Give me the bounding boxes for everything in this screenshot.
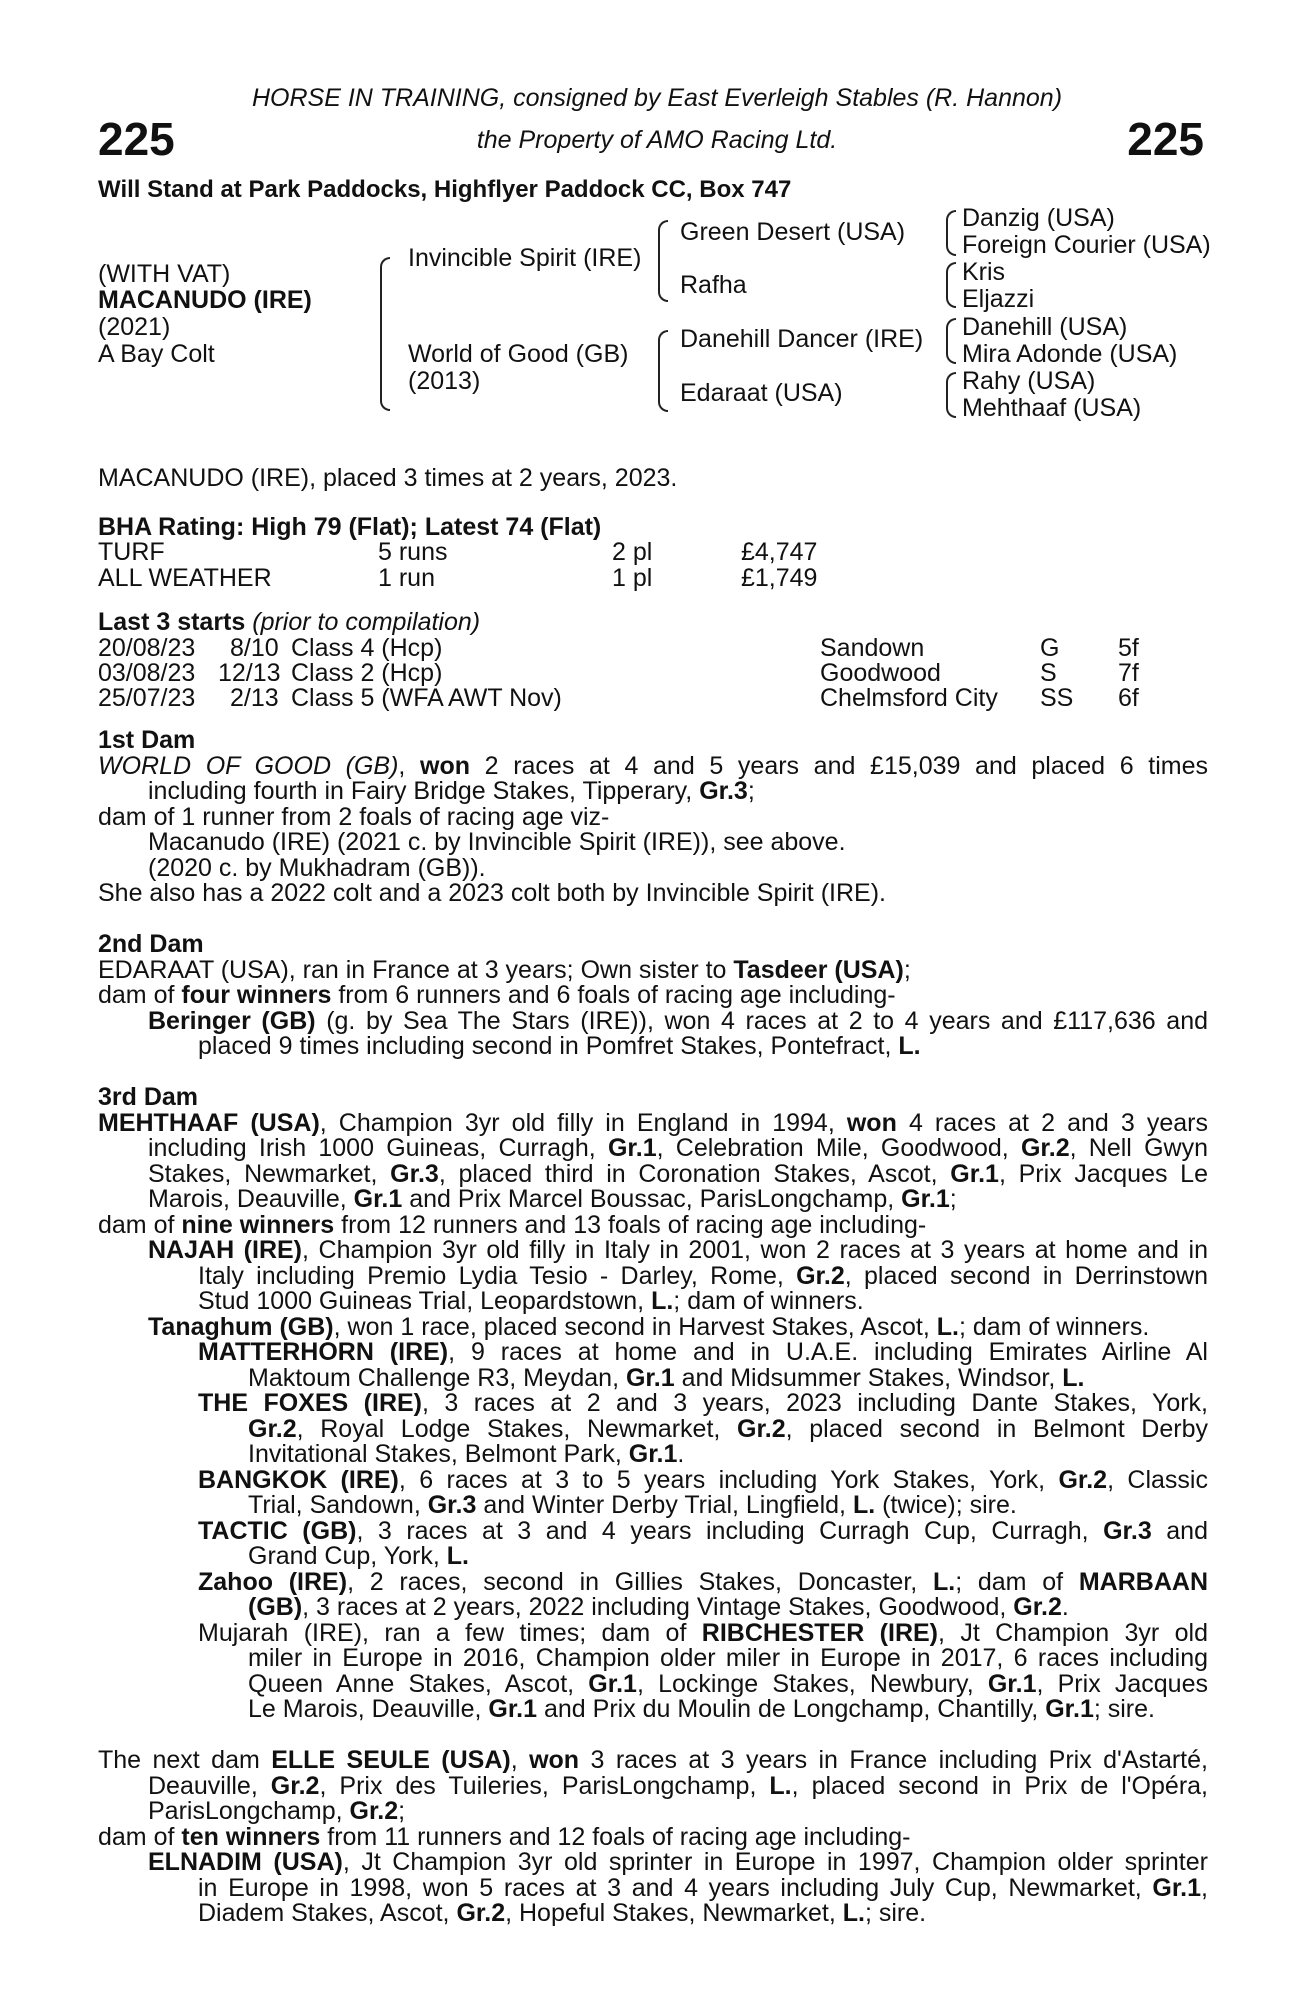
text: (g. by Sea The Stars (IRE)), won 4 races at 2 to 4 years and £117,636 and: [315, 1006, 1209, 1035]
text: , Prix Jacques: [1036, 1669, 1208, 1698]
grade: Gr.2: [248, 1414, 297, 1443]
text: , Celebration Mile, Goodwood,: [656, 1134, 1021, 1162]
stand-location: Will Stand at Park Paddocks, Highflyer Paddock CC, Box 747: [98, 176, 792, 203]
won-word: won: [529, 1746, 580, 1774]
pedigree-ss: Green Desert (USA): [680, 218, 906, 246]
start-going: S: [1040, 659, 1057, 687]
third-dam-section: [98, 1085, 1208, 1723]
text: , 3 races at 2 and 3 years, 2023 including Dante Stakes, York,: [422, 1389, 1208, 1417]
dam-line: [98, 1748, 1208, 1774]
horse-name: Beringer (GB): [148, 1006, 316, 1035]
text: , Royal Lodge Stakes, Newmarket,: [296, 1414, 738, 1443]
text: , 6 races at 3 to 5 years including York Stakes, York,: [398, 1465, 1059, 1494]
dam-line: [98, 1799, 1208, 1825]
text: , Champion 3yr old filly in England in 1994,: [319, 1108, 847, 1137]
text: , Hopeful Stakes, Newmarket,: [505, 1899, 843, 1927]
text: The next dam: [98, 1746, 272, 1774]
start-going: G: [1040, 634, 1060, 662]
horse-name: TACTIC (GB): [198, 1516, 357, 1545]
pedigree-ssd: Foreign Courier (USA): [962, 231, 1211, 259]
text: Italy including Premio Lydia Tesio - Darley, Rome,: [198, 1261, 797, 1290]
text: and Prix du Moulin de Longchamp, Chantilly,: [537, 1695, 1046, 1723]
pedigree-sds: Kris: [962, 258, 1006, 286]
placed: 2 pl: [612, 538, 653, 566]
start-date: 25/07/23: [98, 684, 196, 712]
grade: L.: [898, 1032, 921, 1060]
dam-line: [98, 1822, 1208, 1851]
grade: L.: [1062, 1363, 1085, 1392]
grade: Gr.1: [625, 1363, 675, 1392]
pedigree-dam-year: (2013): [408, 367, 481, 395]
pedigree-sdd: Eljazzi: [962, 285, 1035, 313]
text: ; dam of: [955, 1567, 1079, 1596]
dam-line: miler in Europe in 2016, Champion older miler in Europe in 2017, 6 races including: [248, 1644, 1208, 1672]
text: ; sire.: [1093, 1695, 1155, 1723]
text: ParisLongchamp,: [148, 1797, 350, 1825]
grade: Gr.3: [427, 1491, 477, 1519]
text: ;: [398, 1797, 406, 1825]
dam-line: [98, 1850, 1208, 1876]
text: ; sire.: [864, 1899, 927, 1927]
text: , won 1 race, placed second in Harvest Stakes, Ascot,: [333, 1312, 937, 1341]
text: from 11 runners and 12 foals of racing age including-: [320, 1822, 911, 1851]
pedigree-dds: Rahy (USA): [962, 367, 1096, 395]
text: .: [677, 1440, 685, 1468]
text: , Champion 3yr old filly in Italy in 2001, won 2 races at 3 years at home and in: [302, 1236, 1208, 1264]
text: , 3 races at 2 years, 2022 including Vintage Stakes, Goodwood,: [302, 1593, 1014, 1621]
start-date: 20/08/23: [98, 634, 196, 662]
race-summary: MACANUDO (IRE), placed 3 times at 2 years, 2023.: [98, 464, 678, 492]
section-title: 2nd Dam: [98, 930, 204, 958]
pedigree-brace-dam: [658, 330, 668, 412]
surface: TURF: [98, 538, 165, 566]
pedigree-brace-ss: [946, 210, 956, 256]
pedigree-brace-main: [380, 257, 390, 411]
dam-name: WORLD OF GOOD (GB): [98, 751, 399, 780]
lot-number-right: 225: [1127, 113, 1204, 165]
start-race: Class 4 (Hcp): [291, 634, 443, 662]
grade: Gr.1: [588, 1669, 637, 1698]
text: and: [1151, 1516, 1208, 1545]
start-pos: 8/10: [230, 634, 279, 662]
text: EDARAAT (USA), ran in France at 3 years; Own sister to: [98, 955, 734, 984]
dam-line: [98, 1136, 1208, 1162]
horse-name: RIBCHESTER (IRE): [701, 1618, 939, 1647]
text: , Prix Jacques Le: [998, 1159, 1208, 1188]
start-course: Goodwood: [820, 659, 941, 687]
text: Le Marois, Deauville,: [248, 1695, 489, 1723]
grade: Gr.3: [390, 1159, 439, 1188]
pedigree-dsd: Mira Adonde (USA): [962, 340, 1178, 368]
text: Diadem Stakes, Ascot,: [198, 1899, 457, 1927]
text: Stud 1000 Guineas Trial, Leopardstown,: [198, 1287, 652, 1315]
text: and Midsummer Stakes, Windsor,: [674, 1363, 1063, 1392]
pedigree-brace-ds: [946, 318, 956, 364]
text: , Lockinge Stakes, Newbury,: [636, 1669, 988, 1698]
rating-title: BHA Rating: High 79 (Flat); Latest 74 (Flat): [98, 513, 602, 541]
start-pos: 12/13: [218, 659, 281, 687]
vat-note: (WITH VAT): [98, 260, 231, 288]
horse-name: MEHTHAAF (USA): [98, 1108, 320, 1137]
text: , placed third in Coronation Stakes, Ascot,: [438, 1159, 951, 1188]
second-dam-section: [98, 932, 1208, 1060]
winners-count: ten winners: [181, 1822, 321, 1851]
dam-line: She also has a 2022 colt and a 2023 colt both by Invincible Spirit (IRE).: [98, 879, 886, 907]
grade: Gr.2: [737, 1414, 786, 1443]
text: , Jt Champion 3yr old sprinter in Europe in 1997, Champion older sprinter: [342, 1848, 1208, 1876]
grade: Gr.1: [628, 1440, 678, 1468]
pedigree-sss: Danzig (USA): [962, 204, 1115, 232]
dam-line: [98, 1901, 1208, 1927]
winners-count: four winners: [181, 981, 332, 1009]
pedigree-ddd: Mehthaaf (USA): [962, 394, 1142, 422]
dam-line: Macanudo (IRE) (2021 c. by Invincible Spirit (IRE)), see above.: [148, 828, 846, 856]
horse-name: NAJAH (IRE): [148, 1236, 303, 1264]
dam-line: [98, 1442, 1208, 1468]
text: dam of: [98, 1210, 182, 1239]
horse-name: MARBAAN: [1078, 1567, 1209, 1596]
text: 2 races at 4 and 5 years and £15,039 and placed 6 times: [470, 751, 1208, 780]
won-word: won: [846, 1108, 897, 1137]
text: dam of: [98, 981, 182, 1009]
surface: ALL WEATHER: [98, 564, 272, 592]
header-consignor: HORSE IN TRAINING, consigned by East Everleigh Stables (R. Hannon): [251, 84, 1063, 112]
placed: 1 pl: [612, 564, 653, 592]
lot-number-left: 225: [98, 113, 175, 165]
grade: L.: [769, 1771, 792, 1800]
horse-name: THE FOXES (IRE): [198, 1389, 422, 1417]
section-title: 1st Dam: [98, 726, 196, 754]
dam-line: [98, 1465, 1208, 1494]
starts-heading: [98, 610, 480, 635]
text: , Prix des Tuileries, ParisLongchamp,: [319, 1771, 770, 1800]
dam-line: [98, 1006, 1209, 1035]
text: ,: [1201, 1873, 1208, 1902]
grade: Gr.1: [1152, 1873, 1202, 1902]
dam-line: [98, 1493, 1208, 1519]
text: .: [1061, 1593, 1069, 1621]
dam-line: [98, 1771, 1208, 1800]
starts-title: Last 3 starts: [98, 608, 246, 636]
pedigree-sire: Invincible Spirit (IRE): [408, 244, 642, 272]
grade: Gr.2: [1013, 1593, 1062, 1621]
dam-line: [98, 1669, 1208, 1698]
dam-line: [98, 1034, 1208, 1060]
grade: L.: [651, 1287, 674, 1315]
horse-name: Zahoo (IRE): [198, 1567, 348, 1596]
dam-line: [98, 1159, 1208, 1188]
pedigree-brace-dd: [946, 372, 956, 418]
pedigree-brace-sire: [658, 220, 668, 302]
text: 4 races at 2 and 3 years: [896, 1108, 1208, 1137]
text: 3 races at 3 years in France including Prix d'Astarté,: [579, 1746, 1208, 1774]
dam-line: [98, 1697, 1208, 1723]
grade: L.: [932, 1567, 956, 1596]
start-dist: 7f: [1118, 659, 1139, 687]
prize: £1,749: [741, 564, 818, 592]
runs: 5 runs: [378, 538, 448, 566]
dam-line: [98, 1289, 1208, 1315]
section-title: 3rd Dam: [98, 1083, 199, 1111]
grade: Gr.2: [270, 1771, 320, 1800]
dam-line: [98, 1210, 1208, 1239]
text: Trial, Sandown,: [248, 1491, 428, 1519]
text: (twice); sire.: [875, 1491, 1017, 1519]
text: , placed second in Derrinstown: [844, 1261, 1208, 1290]
first-dam-section: [98, 728, 1208, 907]
dam-line: [98, 1340, 1208, 1366]
dam-line: [98, 1618, 1208, 1647]
dam-line: [98, 1544, 1208, 1570]
pedigree-dss: Danehill (USA): [962, 313, 1128, 341]
dam-line: [98, 1873, 1208, 1902]
dam-line: [98, 1363, 1208, 1392]
grade: Gr.1: [488, 1695, 538, 1723]
grade: Gr.2: [1058, 1465, 1108, 1494]
text: Marois, Deauville,: [148, 1185, 354, 1213]
dam-line: [98, 1261, 1208, 1290]
grade: Gr.1: [353, 1185, 403, 1213]
horse-name: ELLE SEULE (USA): [271, 1746, 511, 1774]
starts-note: (prior to compilation): [252, 608, 481, 636]
start-course: Sandown: [820, 634, 925, 662]
winners-count: nine winners: [181, 1210, 335, 1239]
text: Deauville,: [148, 1771, 271, 1800]
won-word: won: [420, 751, 471, 780]
pedigree-brace-sd: [946, 262, 956, 308]
grade: Gr.3: [1103, 1516, 1152, 1545]
start-course: Chelmsford City: [820, 684, 998, 712]
pedigree-dd: Edaraat (USA): [680, 379, 843, 407]
start-pos: 2/13: [230, 684, 279, 712]
dam-line: (2020 c. by Mukhadram (GB)).: [148, 853, 486, 882]
pedigree-dam: World of Good (GB): [408, 340, 629, 368]
horse-name: MATTERHORN (IRE): [198, 1338, 449, 1366]
horse-name: ELNADIM (USA): [148, 1848, 343, 1876]
pedigree-sd: Rafha: [680, 271, 747, 299]
horse-name: MACANUDO (IRE): [98, 286, 312, 314]
grade: Gr.1: [607, 1134, 657, 1162]
start-going: SS: [1040, 684, 1074, 712]
dam-line: [98, 955, 1208, 984]
text: Mujarah (IRE), ran a few times; dam of: [198, 1618, 702, 1647]
text: , Classic: [1107, 1465, 1208, 1494]
dam-line: WORLD OF GOOD (GB), won 2 races at 4 and 5 years and £15,039 and placed 6 times: [98, 751, 1208, 780]
grade: Gr.1: [901, 1185, 950, 1213]
horse-name: Tanaghum (GB): [148, 1312, 334, 1341]
text: , placed second in Prix de l'Opéra,: [791, 1771, 1208, 1800]
start-race: Class 5 (WFA AWT Nov): [291, 684, 562, 712]
dam-line: [98, 1414, 1208, 1443]
dam-line: [98, 1567, 1209, 1596]
text: Maktoum Challenge R3, Meydan,: [248, 1363, 626, 1392]
dam-line: [98, 1238, 1208, 1264]
dam-line: [98, 1187, 1208, 1213]
grade: Gr.2: [796, 1261, 845, 1290]
text: in Europe in 1998, won 5 races at 3 and 4 years including July Cup, Newmarket,: [198, 1873, 1153, 1902]
next-dam-section: [98, 1748, 1208, 1927]
text: and Winter Derby Trial, Lingfield,: [476, 1491, 853, 1519]
horse-desc: A Bay Colt: [98, 340, 215, 368]
text: Invitational Stakes, Belmont Park,: [248, 1440, 629, 1468]
text: ;: [949, 1185, 957, 1213]
grade: Gr.2: [349, 1797, 399, 1825]
grade: Gr.2: [456, 1899, 506, 1927]
runs: 1 run: [378, 564, 435, 592]
grade: L.: [852, 1491, 876, 1519]
text: ;: [903, 955, 911, 984]
text: Stakes, Newmarket,: [148, 1159, 391, 1188]
text: , 9 races at home and in U.A.E. including Emirates Airline Al: [448, 1338, 1208, 1366]
dam-line: [98, 1595, 1208, 1621]
pedigree-ds: Danehill Dancer (IRE): [680, 325, 924, 353]
text: ;: [747, 777, 755, 805]
text: dam of: [98, 1822, 182, 1851]
start-race: Class 2 (Hcp): [291, 659, 443, 687]
grade: L.: [446, 1542, 469, 1570]
text: from 12 runners and 13 foals of racing age including-: [334, 1210, 927, 1239]
text: from 6 runners and 6 foals of racing age including-: [331, 981, 896, 1009]
horse-name: Tasdeer (USA): [733, 955, 904, 984]
horse-year: (2021): [98, 313, 171, 341]
start-dist: 5f: [1118, 634, 1139, 662]
text: including Irish 1000 Guineas, Curragh,: [148, 1134, 608, 1162]
text: ; dam of winners.: [958, 1312, 1150, 1341]
text: Queen Anne Stakes, Ascot,: [248, 1669, 589, 1698]
dam-line: [98, 779, 1208, 805]
text: , Nell Gwyn: [1069, 1134, 1208, 1162]
dam-line: [98, 1312, 1208, 1341]
text: , 2 races, second in Gillies Stakes, Doncaster,: [347, 1567, 933, 1596]
text: , placed second in Belmont Derby: [785, 1414, 1208, 1443]
grade: Gr.3: [699, 777, 748, 805]
text: ,: [510, 1746, 530, 1774]
dam-line: [98, 1391, 1208, 1417]
start-date: 03/08/23: [98, 659, 196, 687]
text: , 3 races at 3 and 4 years including Curragh Cup, Curragh,: [356, 1516, 1104, 1545]
grade: L.: [842, 1899, 865, 1927]
text: including fourth in Fairy Bridge Stakes, Tipperary,: [148, 777, 700, 805]
grade: Gr.2: [1020, 1134, 1070, 1162]
grade: Gr.1: [987, 1669, 1037, 1698]
text: ; dam of winners.: [673, 1287, 864, 1315]
dam-line: [98, 1108, 1208, 1137]
grade: Gr.1: [1045, 1695, 1094, 1723]
prize: £4,747: [741, 538, 818, 566]
header-property: the Property of AMO Racing Ltd.: [476, 126, 838, 154]
dam-line: dam of 1 runner from 2 foals of racing age viz-: [98, 802, 610, 831]
text: , Jt Champion 3yr old: [938, 1618, 1208, 1647]
grade: L.: [936, 1312, 959, 1341]
start-dist: 6f: [1118, 684, 1139, 712]
grade: Gr.1: [950, 1159, 999, 1188]
text: Grand Cup, York,: [248, 1542, 447, 1570]
text: placed 9 times including second in Pomfret Stakes, Pontefract,: [198, 1032, 899, 1060]
dam-line: [98, 1516, 1208, 1545]
horse-name: (GB): [248, 1593, 303, 1621]
horse-name: BANGKOK (IRE): [198, 1465, 399, 1494]
dam-line: [98, 983, 1208, 1009]
text: and Prix Marcel Boussac, ParisLongchamp,: [402, 1185, 902, 1213]
